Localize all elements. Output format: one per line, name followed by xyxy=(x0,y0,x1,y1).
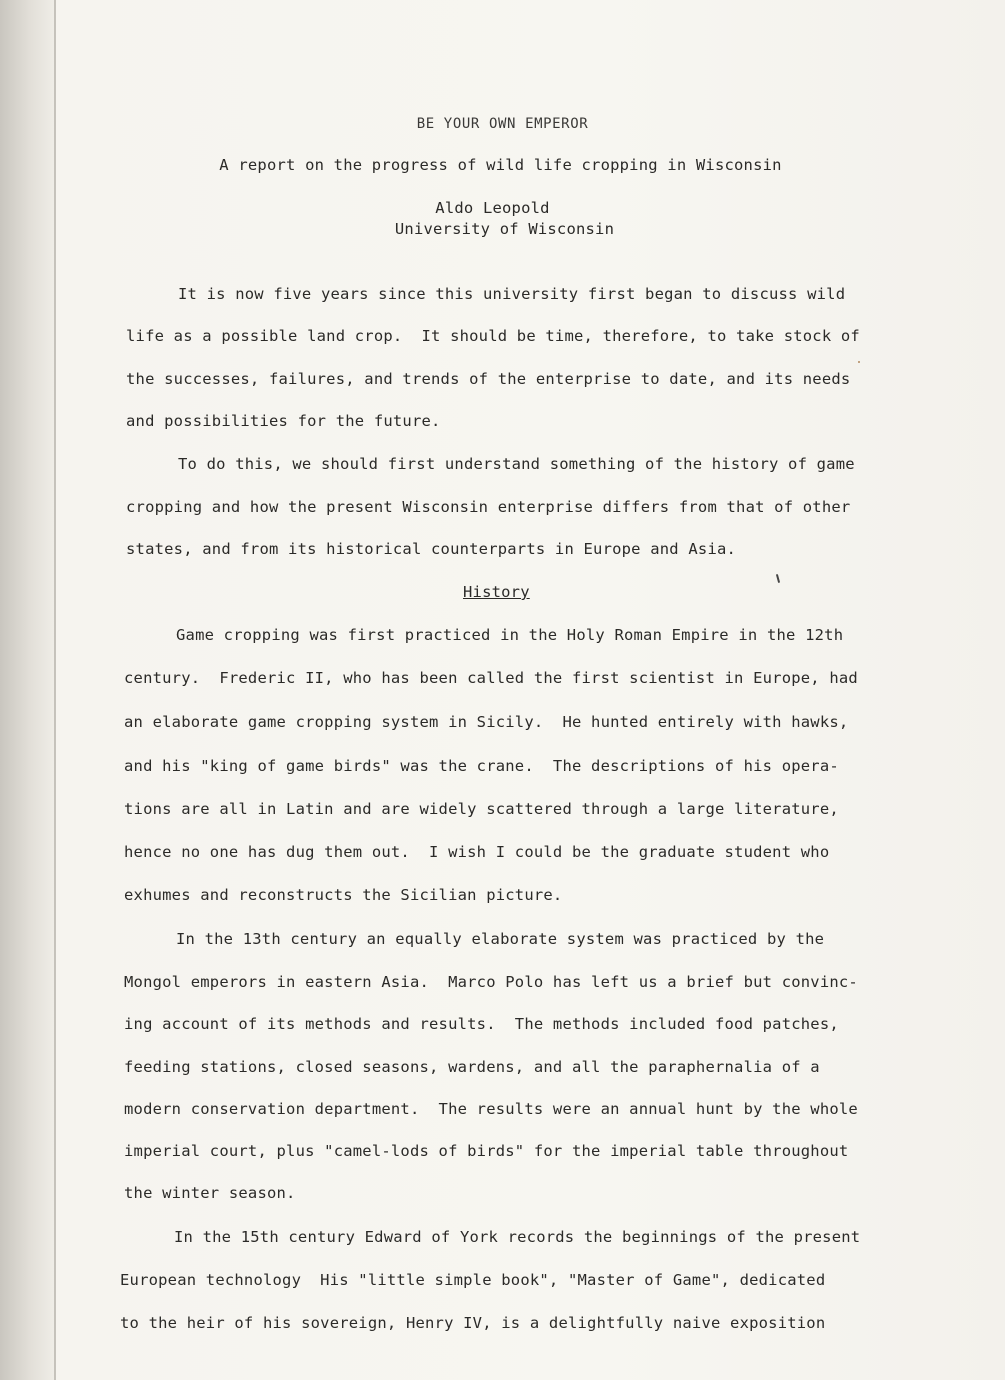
paragraph-2-line-1: To do this, we should first understand something of the history of game xyxy=(178,455,855,473)
paragraph-5-line-2: European technology His "little simple book", "Master of Game", dedicated xyxy=(120,1271,826,1289)
author-name: Aldo Leopold xyxy=(435,199,550,217)
paragraph-3-line-1: Game cropping was first practiced in the Holy Roman Empire in the 12th xyxy=(176,626,844,644)
paragraph-5-line-3: to the heir of his sovereign, Henry IV, is a delightfully naive exposition xyxy=(120,1314,826,1332)
paragraph-5-line-1: In the 15th century Edward of York records the beginnings of the present xyxy=(174,1228,861,1246)
paragraph-4-line-7: the winter season. xyxy=(124,1184,296,1202)
paragraph-2-line-2: cropping and how the present Wisconsin enterprise differs from that of other xyxy=(126,498,851,516)
document-subtitle: A report on the progress of wild life cropping in Wisconsin xyxy=(219,156,782,174)
paragraph-3-line-5: tions are all in Latin and are widely scattered through a large literature, xyxy=(124,800,839,818)
paragraph-2-line-3: states, and from its historical counterparts in Europe and Asia. xyxy=(126,540,737,558)
paragraph-4-line-5: modern conservation department. The results were an annual hunt by the whole xyxy=(124,1100,858,1118)
paragraph-1-line-3: the successes, failures, and trends of the enterprise to date, and its needs xyxy=(126,370,851,388)
paragraph-1-line-2: life as a possible land crop. It should be time, therefore, to take stock of xyxy=(126,327,860,345)
paragraph-4-line-4: feeding stations, closed seasons, wardens, and all the paraphernalia of a xyxy=(124,1058,820,1076)
paragraph-4-line-3: ing account of its methods and results. The methods included food patches, xyxy=(124,1015,839,1033)
ink-speck xyxy=(858,361,860,363)
paragraph-1-line-1: It is now five years since this university first began to discuss wild xyxy=(178,285,846,303)
section-heading-history: History xyxy=(463,583,530,601)
document-title: BE YOUR OWN EMPEROR xyxy=(416,116,589,132)
paragraph-3-line-7: exhumes and reconstructs the Sicilian picture. xyxy=(124,886,563,904)
paragraph-4-line-1: In the 13th century an equally elaborate system was practiced by the xyxy=(176,930,825,948)
paragraph-3-line-2: century. Frederic II, who has been called the first scientist in Europe, had xyxy=(124,669,858,687)
paragraph-3-line-6: hence no one has dug them out. I wish I could be the graduate student who xyxy=(124,843,830,861)
paragraph-1-line-4: and possibilities for the future. xyxy=(126,412,441,430)
paragraph-3-line-4: and his "king of game birds" was the crane. The descriptions of his opera- xyxy=(124,757,839,775)
paragraph-3-line-3: an elaborate game cropping system in Sicily. He hunted entirely with hawks, xyxy=(124,713,849,731)
paragraph-4-line-6: imperial court, plus "camel-lods of birds" for the imperial table throughout xyxy=(124,1142,849,1160)
author-affiliation: University of Wisconsin xyxy=(394,220,615,238)
paragraph-4-line-2: Mongol emperors in eastern Asia. Marco Polo has left us a brief but convinc- xyxy=(124,973,858,991)
ink-speck xyxy=(776,574,780,583)
